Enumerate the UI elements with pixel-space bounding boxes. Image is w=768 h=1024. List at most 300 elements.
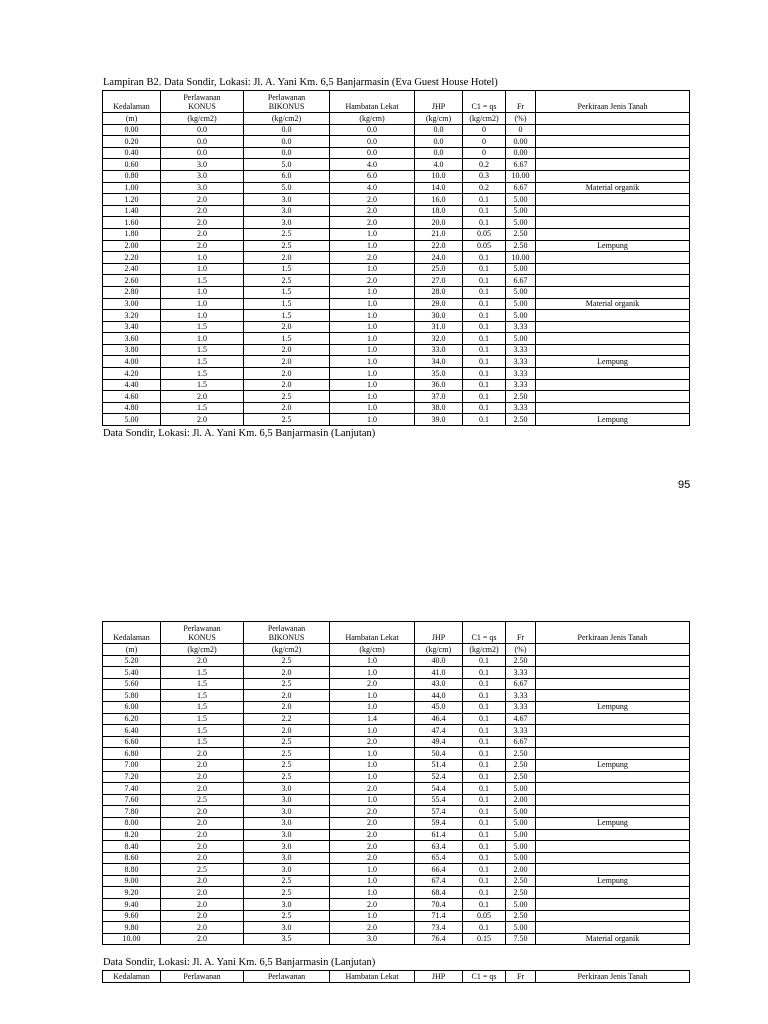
cell-bikonus: 2.0 — [244, 690, 330, 702]
unit-cell: (kg/cm2) — [161, 113, 244, 125]
cell-bikonus: 5.0 — [244, 182, 330, 194]
cell-fr: 2.50 — [506, 748, 536, 760]
table-row — [103, 725, 690, 737]
cell-fr: 6.67 — [506, 736, 536, 748]
cell-jenis-tanah: Lempung — [536, 414, 690, 426]
cell-jhp: 47.4 — [415, 725, 463, 737]
unit-cell: (m) — [103, 113, 161, 125]
cell-c1: 0.1 — [463, 344, 506, 356]
cell-c1: 0.1 — [463, 379, 506, 391]
cell-konus: 1.5 — [161, 379, 244, 391]
cell-kedalaman: 10.00 — [103, 933, 161, 945]
table-row — [103, 298, 690, 310]
cell-jenis-tanah — [536, 252, 690, 264]
cell-c1: 0.1 — [463, 713, 506, 725]
table-row — [103, 852, 690, 864]
cell-jenis-tanah — [536, 147, 690, 159]
cell-konus: 2.0 — [161, 414, 244, 426]
table-row — [103, 391, 690, 403]
cell-c1: 0.1 — [463, 806, 506, 818]
cell-bikonus: 2.5 — [244, 240, 330, 252]
cell-jenis-tanah — [536, 275, 690, 287]
cell-bikonus: 2.5 — [244, 414, 330, 426]
cell-jhp: 65.4 — [415, 852, 463, 864]
cell-kedalaman: 0.20 — [103, 136, 161, 148]
unit-cell: (kg/cm2) — [463, 644, 506, 656]
cell-jhp: 20.0 — [415, 217, 463, 229]
cell-konus: 2.0 — [161, 391, 244, 403]
cell-bikonus: 1.5 — [244, 298, 330, 310]
cell-fr: 2.00 — [506, 794, 536, 806]
cell-jhp: 18.0 — [415, 205, 463, 217]
table-row — [103, 841, 690, 853]
cell-hambatan-lekat: 2.0 — [330, 806, 415, 818]
sondir-table-2 — [102, 621, 690, 945]
cell-jhp: 24.0 — [415, 252, 463, 264]
cell-fr: 5.00 — [506, 817, 536, 829]
cell-kedalaman: 7.00 — [103, 759, 161, 771]
header-konus: Perlawanan — [161, 971, 244, 983]
header-jhp: JHP — [415, 91, 463, 113]
cell-c1: 0.1 — [463, 263, 506, 275]
cell-bikonus: 2.5 — [244, 391, 330, 403]
cell-jhp: 73.4 — [415, 922, 463, 934]
cell-konus: 2.0 — [161, 205, 244, 217]
table-header-row — [103, 971, 690, 983]
cell-bikonus: 3.0 — [244, 864, 330, 876]
cell-c1: 0 — [463, 124, 506, 136]
cell-kedalaman: 0.40 — [103, 147, 161, 159]
cell-hambatan-lekat: 0.0 — [330, 136, 415, 148]
unit-cell: (kg/cm2) — [161, 644, 244, 656]
cell-konus: 2.0 — [161, 829, 244, 841]
cell-hambatan-lekat: 1.0 — [330, 344, 415, 356]
cell-jenis-tanah — [536, 402, 690, 414]
cell-hambatan-lekat: 1.0 — [330, 402, 415, 414]
cell-konus: 1.0 — [161, 263, 244, 275]
cell-fr: 2.50 — [506, 910, 536, 922]
cell-c1: 0.1 — [463, 310, 506, 322]
table-row — [103, 817, 690, 829]
cell-fr: 2.50 — [506, 655, 536, 667]
cell-fr: 5.00 — [506, 217, 536, 229]
cell-jenis-tanah — [536, 852, 690, 864]
header-jenis-tanah: Perkiraan Jenis Tanah — [536, 971, 690, 983]
cell-fr: 2.50 — [506, 391, 536, 403]
cell-kedalaman: 5.00 — [103, 414, 161, 426]
cell-c1: 0.1 — [463, 333, 506, 345]
cell-jhp: 25.0 — [415, 263, 463, 275]
cell-jhp: 22.0 — [415, 240, 463, 252]
cell-jenis-tanah — [536, 864, 690, 876]
cell-hambatan-lekat: 2.0 — [330, 217, 415, 229]
cell-hambatan-lekat: 1.0 — [330, 701, 415, 713]
cell-fr: 0.00 — [506, 147, 536, 159]
cell-jenis-tanah — [536, 379, 690, 391]
table-row — [103, 875, 690, 887]
table-row — [103, 217, 690, 229]
cell-jhp: 32.0 — [415, 333, 463, 345]
cell-jhp: 63.4 — [415, 841, 463, 853]
cell-jhp: 31.0 — [415, 321, 463, 333]
cell-c1: 0.1 — [463, 771, 506, 783]
cell-jhp: 0.0 — [415, 147, 463, 159]
cell-fr: 5.00 — [506, 263, 536, 275]
cell-c1: 0.1 — [463, 286, 506, 298]
table-row — [103, 771, 690, 783]
cell-jenis-tanah — [536, 922, 690, 934]
cell-konus: 1.5 — [161, 736, 244, 748]
cell-bikonus: 3.0 — [244, 852, 330, 864]
cell-kedalaman: 0.60 — [103, 159, 161, 171]
table-header-row — [103, 91, 690, 113]
cell-bikonus: 3.0 — [244, 205, 330, 217]
cell-bikonus: 2.0 — [244, 402, 330, 414]
cell-hambatan-lekat: 1.0 — [330, 356, 415, 368]
table-row — [103, 356, 690, 368]
cell-c1: 0.1 — [463, 414, 506, 426]
cell-kedalaman: 3.60 — [103, 333, 161, 345]
cell-konus: 3.0 — [161, 159, 244, 171]
cell-konus: 1.5 — [161, 321, 244, 333]
cell-konus: 2.0 — [161, 910, 244, 922]
table-row — [103, 240, 690, 252]
cell-kedalaman: 7.40 — [103, 783, 161, 795]
unit-cell: (kg/cm) — [415, 644, 463, 656]
cell-hambatan-lekat: 2.0 — [330, 275, 415, 287]
table-row — [103, 379, 690, 391]
header-fr: Fr — [506, 971, 536, 983]
cell-c1: 0.1 — [463, 368, 506, 380]
cell-hambatan-lekat: 1.0 — [330, 321, 415, 333]
cell-hambatan-lekat: 1.0 — [330, 228, 415, 240]
unit-cell: (%) — [506, 113, 536, 125]
cell-konus: 2.0 — [161, 933, 244, 945]
cell-bikonus: 2.2 — [244, 713, 330, 725]
cell-fr: 0 — [506, 124, 536, 136]
cell-c1: 0.1 — [463, 759, 506, 771]
cell-jenis-tanah — [536, 748, 690, 760]
cell-konus: 1.0 — [161, 298, 244, 310]
cell-fr: 2.50 — [506, 875, 536, 887]
unit-cell: (m) — [103, 644, 161, 656]
table-row — [103, 124, 690, 136]
cell-jenis-tanah — [536, 678, 690, 690]
cell-fr: 5.00 — [506, 829, 536, 841]
cell-konus: 1.0 — [161, 333, 244, 345]
cell-kedalaman: 9.60 — [103, 910, 161, 922]
table-row — [103, 922, 690, 934]
table-row — [103, 170, 690, 182]
cell-jhp: 29.0 — [415, 298, 463, 310]
cell-c1: 0.2 — [463, 159, 506, 171]
table-row — [103, 344, 690, 356]
cell-konus: 2.0 — [161, 759, 244, 771]
header-hambatan-lekat: Hambatan Lekat — [330, 622, 415, 644]
cell-jhp: 33.0 — [415, 344, 463, 356]
cell-konus: 2.0 — [161, 783, 244, 795]
cell-fr: 2.50 — [506, 240, 536, 252]
cell-fr: 5.00 — [506, 205, 536, 217]
cell-kedalaman: 1.40 — [103, 205, 161, 217]
header-c1: C1 = qs — [463, 622, 506, 644]
cell-jenis-tanah — [536, 217, 690, 229]
cell-jenis-tanah — [536, 286, 690, 298]
header-fr: Fr — [506, 622, 536, 644]
header-jenis-tanah: Perkiraan Jenis Tanah — [536, 91, 690, 113]
cell-konus: 0.0 — [161, 147, 244, 159]
cell-bikonus: 3.0 — [244, 783, 330, 795]
cell-hambatan-lekat: 1.0 — [330, 298, 415, 310]
cell-fr: 6.67 — [506, 275, 536, 287]
cell-c1: 0.1 — [463, 829, 506, 841]
header-konus: Perlawanan KONUS — [161, 91, 244, 113]
cell-kedalaman: 5.20 — [103, 655, 161, 667]
cell-c1: 0.2 — [463, 182, 506, 194]
cell-konus: 1.5 — [161, 356, 244, 368]
unit-cell: (kg/cm2) — [244, 113, 330, 125]
cell-jhp: 45.0 — [415, 701, 463, 713]
cell-bikonus: 2.5 — [244, 887, 330, 899]
table-row — [103, 136, 690, 148]
cell-bikonus: 0.0 — [244, 147, 330, 159]
table-row — [103, 205, 690, 217]
cell-konus: 2.0 — [161, 771, 244, 783]
header-jhp: JHP — [415, 622, 463, 644]
cell-kedalaman: 1.20 — [103, 194, 161, 206]
cell-c1: 0.05 — [463, 910, 506, 922]
cell-hambatan-lekat: 1.0 — [330, 414, 415, 426]
cell-fr: 5.00 — [506, 783, 536, 795]
cell-bikonus: 2.0 — [244, 368, 330, 380]
cell-kedalaman: 0.00 — [103, 124, 161, 136]
cell-hambatan-lekat: 2.0 — [330, 205, 415, 217]
cell-c1: 0.1 — [463, 321, 506, 333]
cell-hambatan-lekat: 1.0 — [330, 391, 415, 403]
table-units-row — [103, 113, 690, 125]
cell-hambatan-lekat: 2.0 — [330, 922, 415, 934]
cell-konus: 1.5 — [161, 275, 244, 287]
cell-jenis-tanah — [536, 344, 690, 356]
table-row — [103, 829, 690, 841]
cell-bikonus: 2.5 — [244, 228, 330, 240]
cell-fr: 3.33 — [506, 356, 536, 368]
cell-jhp: 67.4 — [415, 875, 463, 887]
cell-hambatan-lekat: 2.0 — [330, 852, 415, 864]
cell-bikonus: 2.0 — [244, 356, 330, 368]
cell-bikonus: 1.5 — [244, 333, 330, 345]
table-row — [103, 690, 690, 702]
cell-bikonus: 2.0 — [244, 725, 330, 737]
cell-konus: 2.0 — [161, 748, 244, 760]
table-row — [103, 321, 690, 333]
cell-kedalaman: 4.00 — [103, 356, 161, 368]
cell-c1: 0.1 — [463, 217, 506, 229]
cell-fr: 5.00 — [506, 899, 536, 911]
cell-bikonus: 0.0 — [244, 136, 330, 148]
cell-jhp: 61.4 — [415, 829, 463, 841]
cell-jenis-tanah: Material organik — [536, 298, 690, 310]
cell-hambatan-lekat: 2.0 — [330, 899, 415, 911]
cell-bikonus: 3.0 — [244, 806, 330, 818]
cell-bikonus: 2.5 — [244, 748, 330, 760]
cell-konus: 2.0 — [161, 875, 244, 887]
cell-kedalaman: 5.60 — [103, 678, 161, 690]
cell-hambatan-lekat: 1.0 — [330, 240, 415, 252]
cell-bikonus: 1.5 — [244, 310, 330, 322]
cell-jenis-tanah — [536, 310, 690, 322]
cell-jenis-tanah — [536, 783, 690, 795]
cell-konus: 2.0 — [161, 852, 244, 864]
table-row — [103, 159, 690, 171]
cell-jhp: 10.0 — [415, 170, 463, 182]
table-row — [103, 864, 690, 876]
cell-fr: 10.00 — [506, 252, 536, 264]
cell-jhp: 54.4 — [415, 783, 463, 795]
cell-fr: 5.00 — [506, 333, 536, 345]
cell-hambatan-lekat: 0.0 — [330, 124, 415, 136]
table-body — [103, 124, 690, 425]
cell-bikonus: 2.0 — [244, 701, 330, 713]
cell-kedalaman: 6.20 — [103, 713, 161, 725]
unit-cell: (kg/cm) — [330, 113, 415, 125]
cell-bikonus: 2.0 — [244, 379, 330, 391]
cell-jhp: 66.4 — [415, 864, 463, 876]
table-row — [103, 794, 690, 806]
unit-cell: (kg/cm2) — [244, 644, 330, 656]
cell-hambatan-lekat: 1.0 — [330, 690, 415, 702]
cell-konus: 2.0 — [161, 841, 244, 853]
cell-c1: 0.1 — [463, 841, 506, 853]
cell-jenis-tanah: Lempung — [536, 875, 690, 887]
cell-kedalaman: 3.20 — [103, 310, 161, 322]
cell-bikonus: 3.0 — [244, 922, 330, 934]
cell-jhp: 21.0 — [415, 228, 463, 240]
cell-bikonus: 2.5 — [244, 275, 330, 287]
cell-jhp: 46.4 — [415, 713, 463, 725]
table-row — [103, 228, 690, 240]
cell-jhp: 70.4 — [415, 899, 463, 911]
cell-c1: 0.1 — [463, 725, 506, 737]
cell-konus: 2.0 — [161, 922, 244, 934]
cell-kedalaman: 2.20 — [103, 252, 161, 264]
cell-fr: 5.00 — [506, 806, 536, 818]
cell-bikonus: 2.5 — [244, 736, 330, 748]
cell-bikonus: 2.5 — [244, 910, 330, 922]
cell-jenis-tanah: Lempung — [536, 817, 690, 829]
cell-kedalaman: 6.40 — [103, 725, 161, 737]
unit-cell — [536, 113, 690, 125]
cell-hambatan-lekat: 1.0 — [330, 368, 415, 380]
cell-fr: 3.33 — [506, 667, 536, 679]
cell-c1: 0.1 — [463, 899, 506, 911]
cell-fr: 2.50 — [506, 887, 536, 899]
cell-jhp: 44.0 — [415, 690, 463, 702]
cell-jhp: 35.0 — [415, 368, 463, 380]
cell-fr: 6.67 — [506, 159, 536, 171]
cell-jenis-tanah — [536, 736, 690, 748]
cell-kedalaman: 5.80 — [103, 690, 161, 702]
cell-kedalaman: 2.00 — [103, 240, 161, 252]
cell-jenis-tanah — [536, 655, 690, 667]
cell-kedalaman: 7.60 — [103, 794, 161, 806]
cell-hambatan-lekat: 2.0 — [330, 841, 415, 853]
cell-kedalaman: 6.80 — [103, 748, 161, 760]
cell-kedalaman: 8.00 — [103, 817, 161, 829]
cell-bikonus: 2.5 — [244, 771, 330, 783]
cell-fr: 0.00 — [506, 136, 536, 148]
header-jenis-tanah: Perkiraan Jenis Tanah — [536, 622, 690, 644]
cell-c1: 0.05 — [463, 240, 506, 252]
cell-c1: 0 — [463, 136, 506, 148]
cell-hambatan-lekat: 1.0 — [330, 864, 415, 876]
cell-konus: 1.5 — [161, 701, 244, 713]
cell-hambatan-lekat: 2.0 — [330, 829, 415, 841]
cell-c1: 0.1 — [463, 748, 506, 760]
cell-fr: 6.67 — [506, 678, 536, 690]
cell-c1: 0.1 — [463, 794, 506, 806]
cell-kedalaman: 1.00 — [103, 182, 161, 194]
cell-hambatan-lekat: 2.0 — [330, 678, 415, 690]
cell-jenis-tanah — [536, 667, 690, 679]
cell-konus: 1.0 — [161, 310, 244, 322]
header-c1: C1 = qs — [463, 971, 506, 983]
cell-c1: 0.1 — [463, 194, 506, 206]
header-kedalaman: Kedalaman — [103, 971, 161, 983]
cell-jenis-tanah — [536, 321, 690, 333]
cell-konus: 0.0 — [161, 124, 244, 136]
cell-bikonus: 3.0 — [244, 841, 330, 853]
table-row — [103, 701, 690, 713]
cell-jenis-tanah — [536, 333, 690, 345]
cell-hambatan-lekat: 2.0 — [330, 252, 415, 264]
cell-jhp: 36.0 — [415, 379, 463, 391]
cell-hambatan-lekat: 4.0 — [330, 182, 415, 194]
cell-bikonus: 2.0 — [244, 667, 330, 679]
unit-cell: (kg/cm) — [330, 644, 415, 656]
cell-bikonus: 1.5 — [244, 263, 330, 275]
cell-jhp: 40.0 — [415, 655, 463, 667]
table-row — [103, 252, 690, 264]
cell-jhp: 76.4 — [415, 933, 463, 945]
cell-hambatan-lekat: 1.0 — [330, 263, 415, 275]
cell-bikonus: 3.0 — [244, 794, 330, 806]
cell-fr: 10.00 — [506, 170, 536, 182]
cell-hambatan-lekat: 1.0 — [330, 771, 415, 783]
cell-konus: 1.5 — [161, 344, 244, 356]
cell-c1: 0.1 — [463, 205, 506, 217]
cell-c1: 0.1 — [463, 667, 506, 679]
cell-jenis-tanah — [536, 228, 690, 240]
cell-kedalaman: 2.80 — [103, 286, 161, 298]
page-gap — [0, 512, 768, 612]
cell-c1: 0.1 — [463, 783, 506, 795]
cell-fr: 2.50 — [506, 414, 536, 426]
cell-jhp: 16.0 — [415, 194, 463, 206]
cell-jhp: 52.4 — [415, 771, 463, 783]
cell-konus: 1.5 — [161, 713, 244, 725]
header-hambatan-lekat: Hambatan Lekat — [330, 91, 415, 113]
cell-bikonus: 2.0 — [244, 252, 330, 264]
cell-c1: 0.1 — [463, 655, 506, 667]
table-row — [103, 887, 690, 899]
cell-jenis-tanah — [536, 841, 690, 853]
cell-konus: 2.0 — [161, 240, 244, 252]
cell-hambatan-lekat: 1.4 — [330, 713, 415, 725]
cell-bikonus: 3.0 — [244, 217, 330, 229]
table-row — [103, 759, 690, 771]
cell-kedalaman: 1.80 — [103, 228, 161, 240]
